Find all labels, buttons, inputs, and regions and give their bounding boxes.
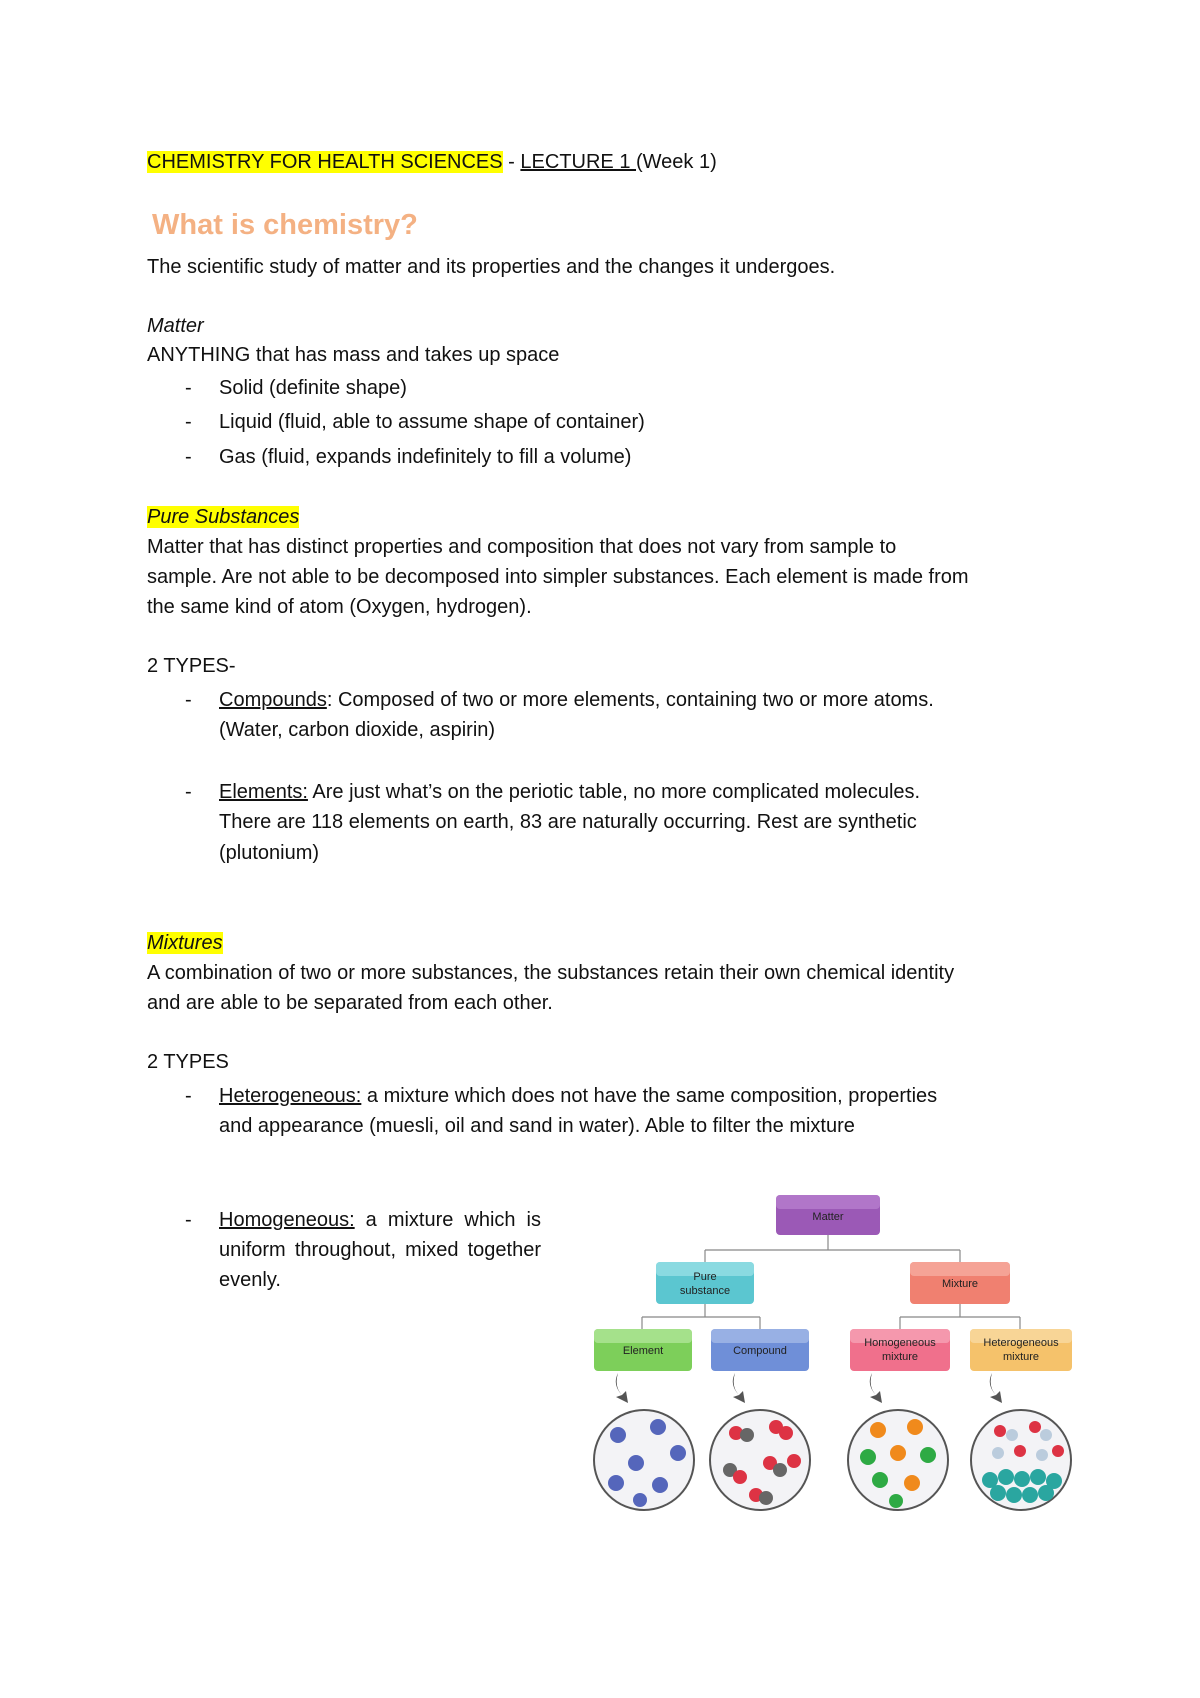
state-liquid: Liquid (fluid, able to assume shape of container) [219, 411, 645, 433]
pure-line-3: the same kind of atom (Oxygen, hydrogen). [147, 596, 532, 618]
homogeneous-node [850, 1329, 950, 1371]
elements-item: Elements: Are just what’s on the periotic table, no more complicated molecules. [219, 781, 921, 803]
state-gas: Gas (fluid, expands indefinitely to fill a volume) [219, 446, 632, 468]
elements-line-2: There are 118 elements on earth, 83 are naturally occurring. Rest are synthetic [219, 811, 917, 833]
pure-line-1: Matter that has distinct properties and composition that does not vary from sample to [147, 536, 897, 558]
element-node [594, 1329, 692, 1371]
bullet-dash: - [185, 781, 192, 803]
svg-text:mixture: mixture [1002, 1351, 1040, 1363]
state-solid: Solid (definite shape) [219, 377, 407, 399]
svg-text:Pure: Pure [693, 1271, 717, 1283]
pure-substance-node [656, 1262, 754, 1304]
heterogeneous-particles-illustration [971, 1410, 1071, 1510]
compound-particles-illustration [710, 1410, 810, 1510]
svg-text:Heterogeneous: Heterogeneous [983, 1337, 1059, 1349]
matter-classification-diagram [580, 1195, 1100, 1535]
homogeneous-particles-illustration [848, 1410, 948, 1510]
svg-text:Element: Element [622, 1345, 664, 1357]
chemistry-definition: The scientific study of matter and its properties and the changes it undergoes. [147, 256, 836, 278]
pure-types-label: 2 TYPES- [147, 655, 236, 677]
bullet-dash: - [185, 377, 192, 399]
matter-node-label: Matter [812, 1211, 844, 1223]
elements-term: Elements: [219, 781, 308, 803]
lecture-title-line [147, 148, 717, 176]
matter-definition: ANYTHING that has mass and takes up space [147, 344, 560, 366]
mixtures-line-1: A combination of two or more substances, the substances retain their own chemical identity [147, 962, 955, 984]
compounds-term: Compounds [219, 689, 327, 711]
svg-text:Mixture: Mixture [941, 1278, 979, 1290]
heterogeneous-node [970, 1329, 1072, 1371]
title-separator: - [502, 151, 521, 173]
svg-text:mixture: mixture [881, 1351, 919, 1363]
homogeneous-item: Homogeneous: a mixture which is uniform throughout, mixed together evenly. [219, 1209, 541, 1291]
homogeneous-term: Homogeneous: [219, 1209, 355, 1231]
compounds-examples: (Water, carbon dioxide, aspirin) [219, 719, 496, 741]
svg-text:substance: substance [679, 1285, 731, 1297]
heterogeneous-line-2: and appearance (muesli, oil and sand in water). Able to filter the mixture [219, 1115, 855, 1137]
pure-substances-title: Pure Substances [147, 506, 300, 528]
mixtures-types-label: 2 TYPES [147, 1051, 229, 1073]
mixture-node [910, 1262, 1010, 1304]
elements-line-3: (plutonium) [219, 842, 320, 864]
matter-title: Matter [147, 315, 204, 337]
bullet-dash: - [185, 1209, 192, 1231]
course-title: CHEMISTRY FOR HEALTH SCIENCES [147, 151, 503, 173]
section-heading: What is chemistry? [152, 209, 418, 241]
compounds-item: Compounds: Composed of two or more elements, containing two or more atoms. [219, 689, 934, 711]
matter-node [776, 1195, 880, 1235]
lecture-number: LECTURE 1 [520, 151, 636, 173]
heterogeneous-term: Heterogeneous: [219, 1085, 362, 1107]
mixtures-line-2: and are able to be separated from each other. [147, 992, 553, 1014]
svg-text:Homogeneous: Homogeneous [864, 1337, 936, 1349]
element-particles-illustration [594, 1410, 694, 1510]
heterogeneous-item: Heterogeneous: a mixture which does not have the same composition, properties [219, 1085, 938, 1107]
week-label: (Week 1) [636, 151, 717, 173]
mixtures-title: Mixtures [147, 932, 223, 954]
compound-node [711, 1329, 809, 1371]
svg-text:Compound: Compound [733, 1345, 787, 1357]
pure-line-2: sample. Are not able to be decomposed into simpler substances. Each element is made from [147, 566, 969, 588]
diagram-arrows [616, 1373, 1002, 1403]
bullet-dash: - [185, 446, 192, 468]
bullet-dash: - [185, 411, 192, 433]
bullet-dash: - [185, 1085, 192, 1107]
bullet-dash: - [185, 689, 192, 711]
